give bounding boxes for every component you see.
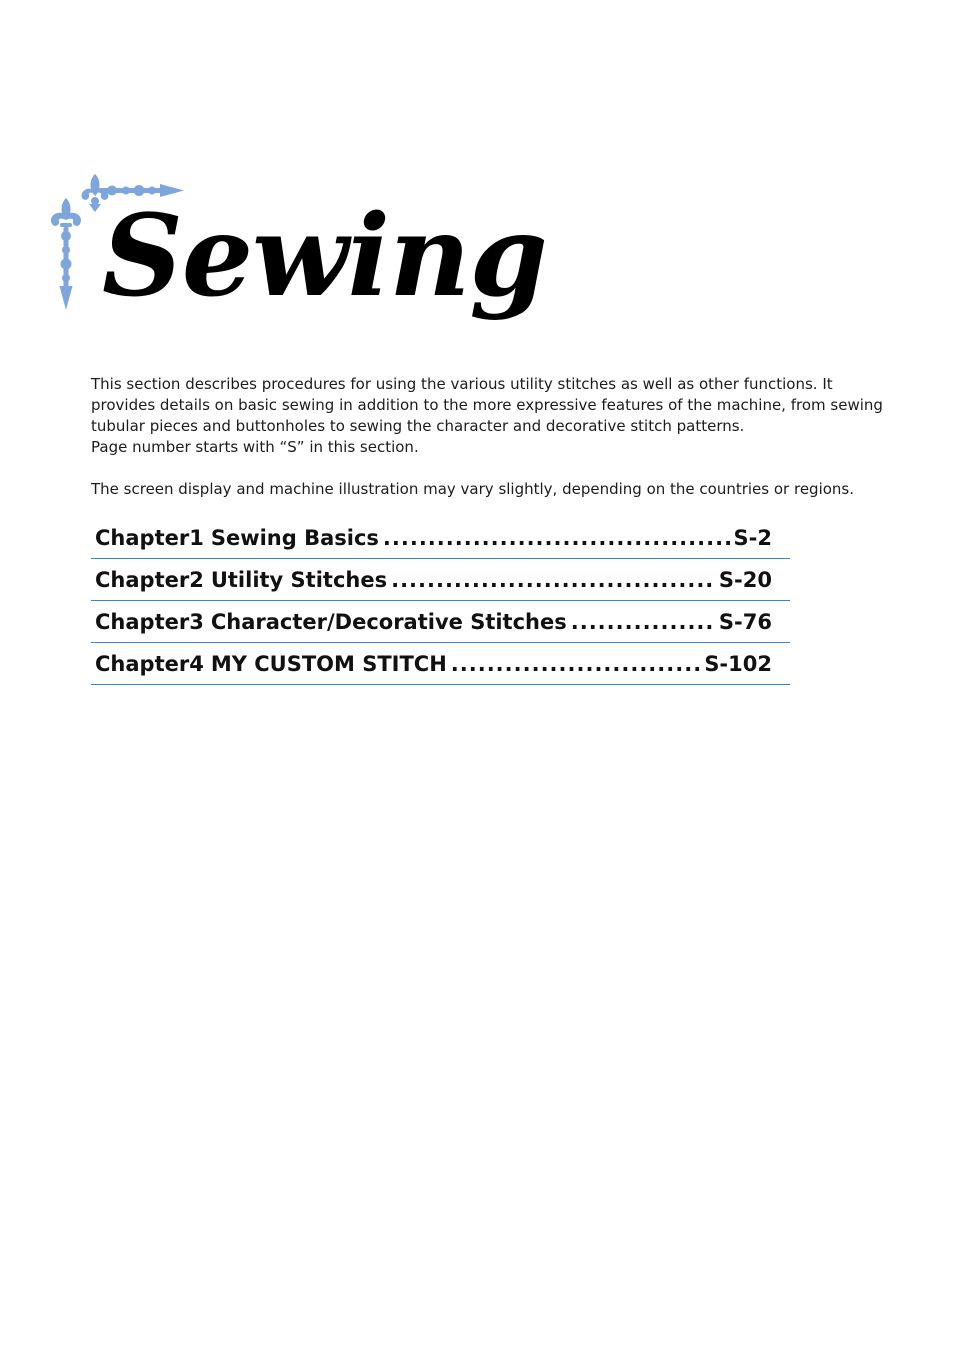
toc-chapter-name: MY CUSTOM STITCH xyxy=(210,652,447,676)
toc-entry-chapter2[interactable] xyxy=(91,559,790,601)
toc-chapter-number: Chapter4 xyxy=(95,652,204,676)
toc-chapter-name: Utility Stitches xyxy=(210,568,388,592)
toc-page-number: S-102 xyxy=(704,652,772,676)
toc-entry-chapter1[interactable] xyxy=(91,517,790,559)
toc-entry-chapter4[interactable] xyxy=(91,643,790,685)
intro-paragraph: This section describes procedures for using the various utility stitches as well as other functions. It provides details on basic sewing in addition to the more expressive features of the machine, from sewing tubular pieces and buttonholes to sewing the character and decorative stitch patterns. xyxy=(91,375,883,435)
toc-chapter-number: Chapter1 xyxy=(95,526,204,550)
toc-chapter-number: Chapter2 xyxy=(95,568,204,592)
toc-leader-dots xyxy=(383,517,730,559)
toc-page-number: S-76 xyxy=(718,610,772,634)
table-of-contents xyxy=(91,517,790,685)
toc-chapter-name: Sewing Basics xyxy=(210,526,379,550)
toc-leader-dots xyxy=(571,601,715,643)
page-title: Sewing xyxy=(102,191,547,322)
page-number-note: Page number starts with “S” in this section. xyxy=(91,438,419,456)
toc-entry-chapter3[interactable] xyxy=(91,601,790,643)
toc-leader-dots xyxy=(451,643,701,685)
toc-leader-dots xyxy=(391,559,715,601)
toc-chapter-name: Character/Decorative Stitches xyxy=(210,610,567,634)
display-variation-note: The screen display and machine illustration may vary slightly, depending on the countries or regions. xyxy=(91,480,855,498)
toc-page-number: S-20 xyxy=(718,568,772,592)
toc-chapter-number: Chapter3 xyxy=(95,610,204,634)
intro-text xyxy=(91,374,891,500)
toc-page-number: S-2 xyxy=(733,526,772,550)
